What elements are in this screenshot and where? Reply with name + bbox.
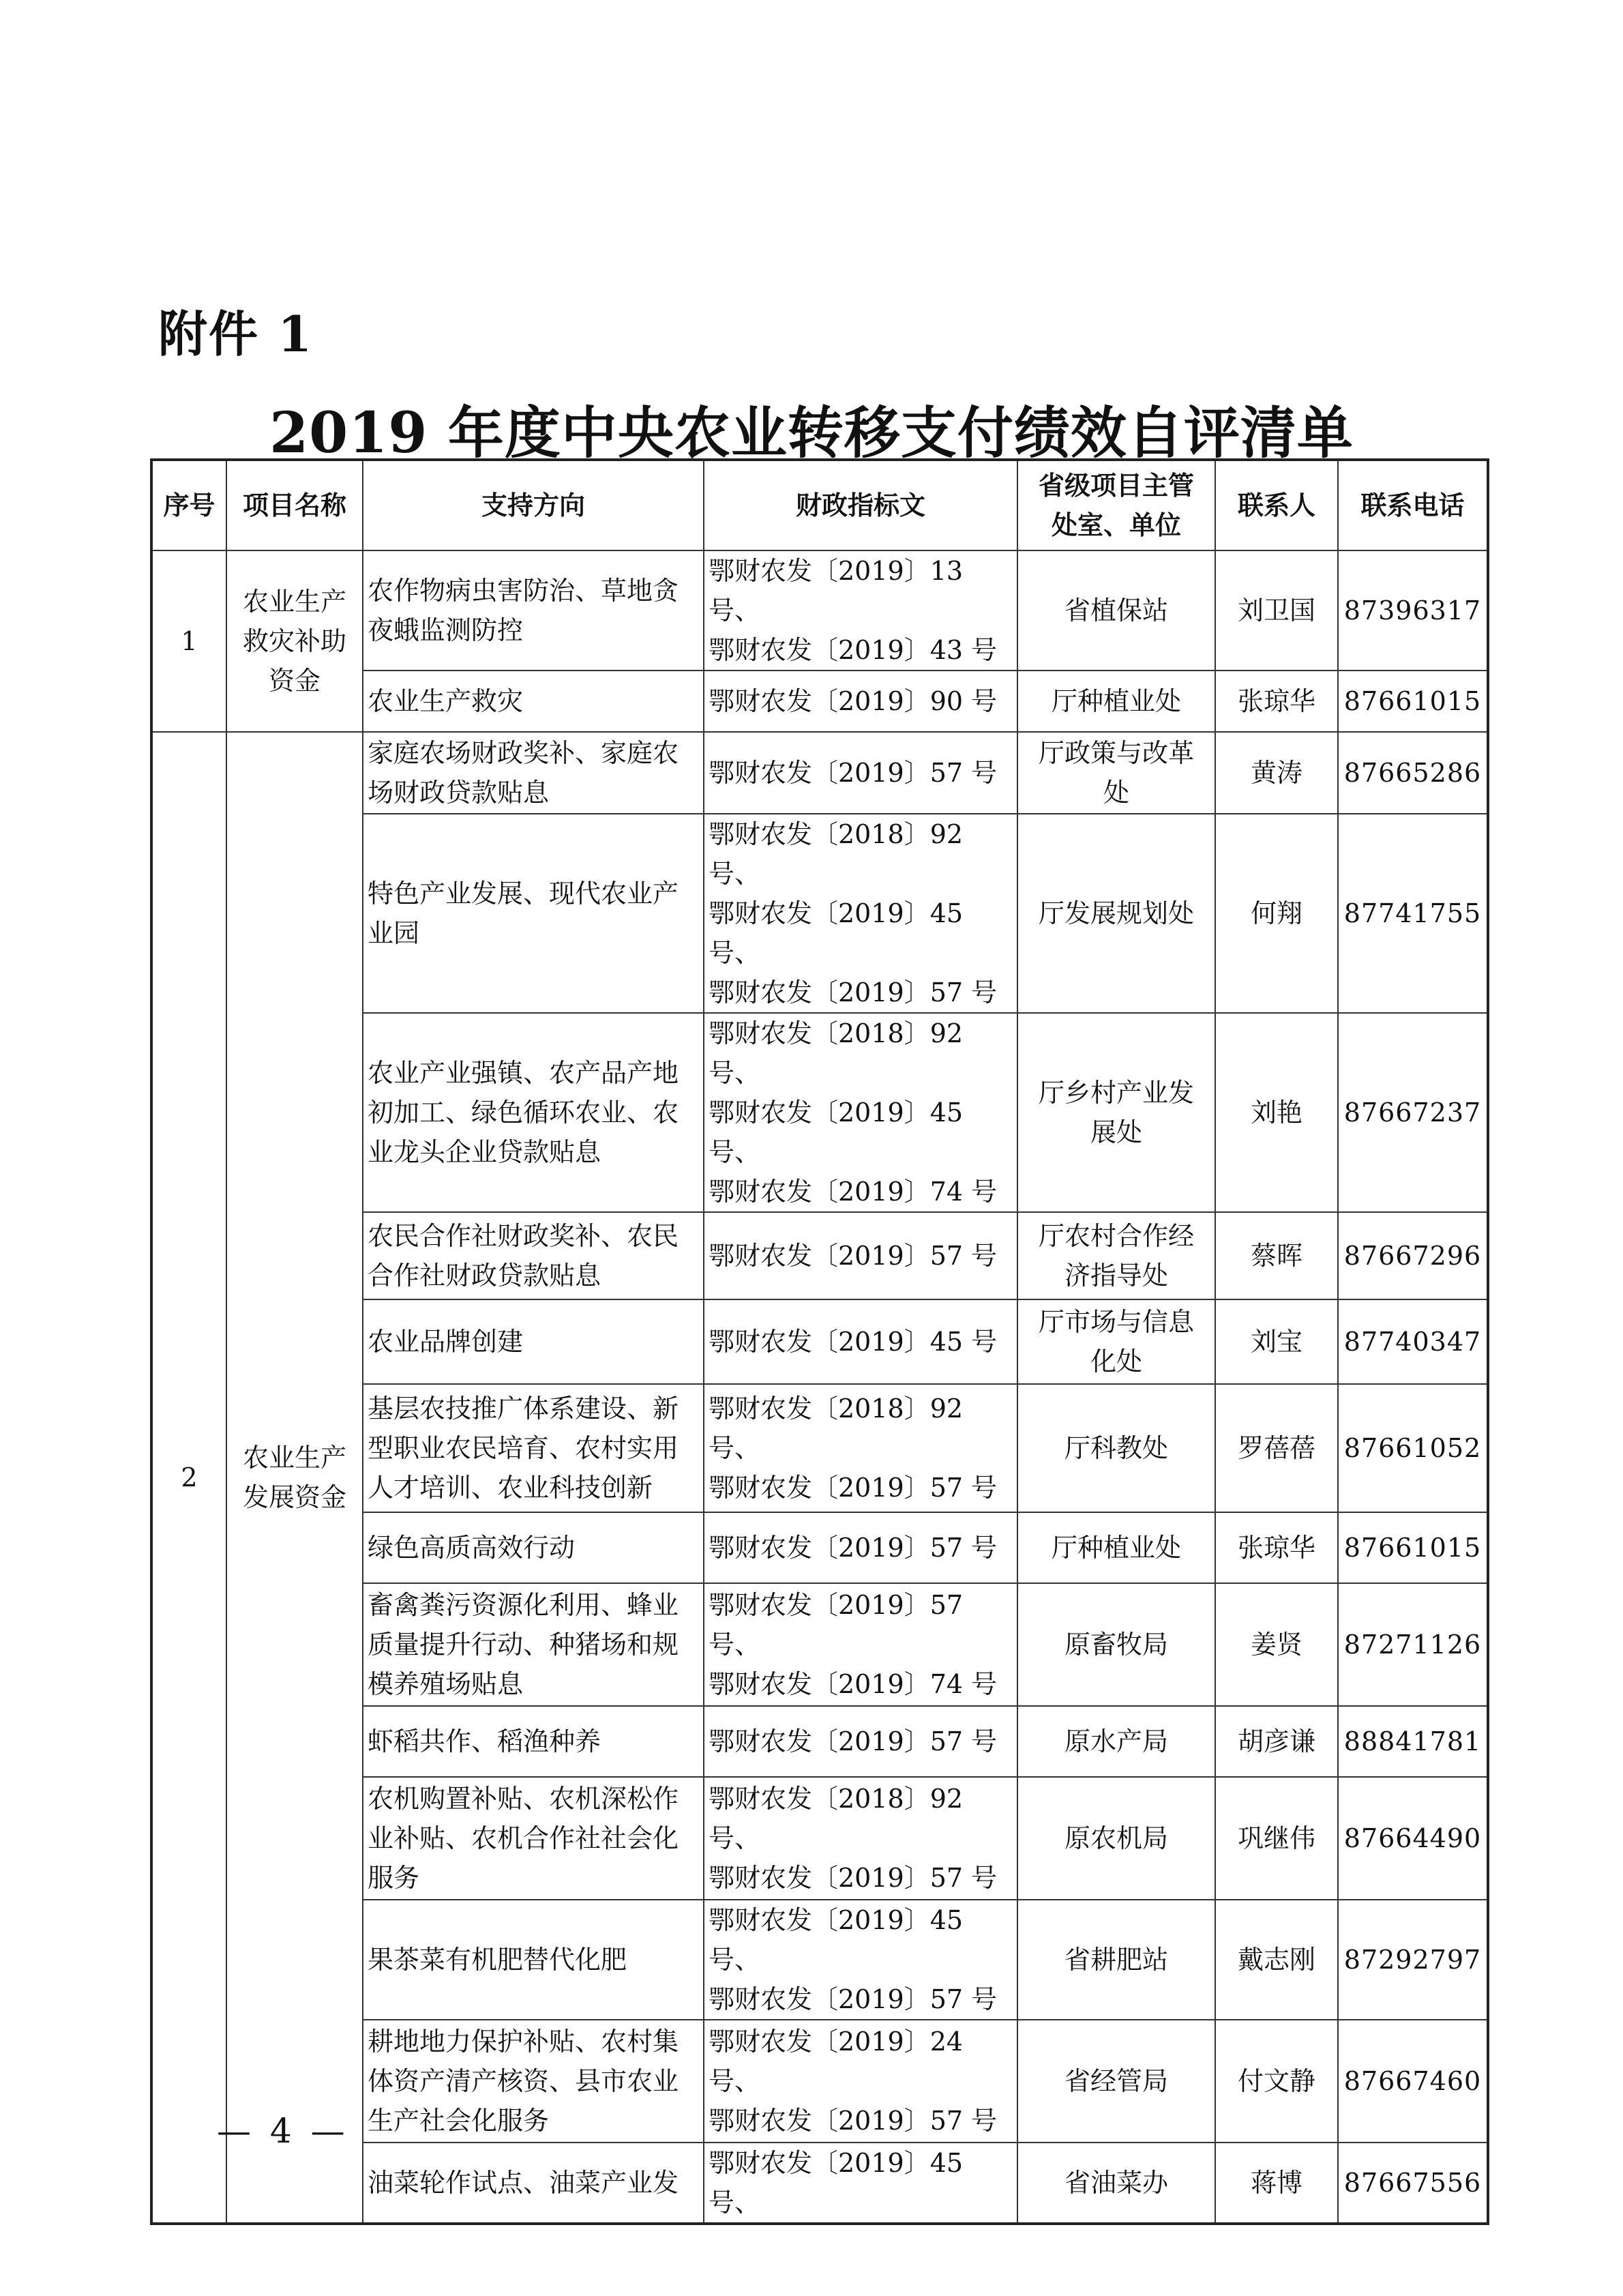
- header-project: 项目名称: [226, 460, 363, 550]
- attachment-label: 附件 1: [158, 305, 314, 363]
- dept-cell: [1017, 2143, 1215, 2224]
- direction-cell-line: 畜禽粪污资源化利用、蜂业: [368, 1590, 679, 1620]
- contact-cell: 张琼华: [1215, 1512, 1338, 1583]
- dept-cell: [1017, 1384, 1215, 1512]
- direction-cell: [363, 1706, 704, 1777]
- seq-cell: 2: [151, 732, 226, 2224]
- contact-cell: 姜贤: [1215, 1583, 1338, 1706]
- phone-cell: 87667556: [1338, 2143, 1488, 2224]
- dept-cell: [1017, 1777, 1215, 1900]
- document-cell: [704, 1583, 1017, 1706]
- table-row: [151, 732, 1488, 814]
- direction-cell-line: 体资产清产核资、县市农业: [368, 2066, 679, 2096]
- direction-cell-line: 合作社财政贷款贴息: [368, 1261, 601, 1291]
- direction-cell-line: 场财政贷款贴息: [368, 778, 550, 808]
- dept-cell: [1017, 550, 1215, 671]
- dept-cell-line: 厅发展规划处: [1038, 898, 1194, 928]
- document-cell-line: 鄂财农发〔2019〕57 号: [709, 1726, 998, 1756]
- document-cell-line: 鄂财农发〔2019〕57 号: [709, 1533, 998, 1563]
- dept-cell: [1017, 1299, 1215, 1384]
- dept-cell-line: 厅农村合作经: [1038, 1221, 1194, 1251]
- contact-cell: 胡彦谦: [1215, 1706, 1338, 1777]
- direction-cell: [363, 1583, 704, 1706]
- contact-cell: 刘卫国: [1215, 550, 1338, 671]
- phone-cell: 87740347: [1338, 1299, 1488, 1384]
- dept-cell-line: 省耕肥站: [1064, 1945, 1168, 1975]
- document-cell-line: 鄂财农发〔2019〕45 号、: [709, 1905, 964, 1975]
- project-name-cell: [226, 550, 363, 732]
- contact-cell: 何翔: [1215, 814, 1338, 1013]
- document-cell-line: 鄂财农发〔2019〕57 号、: [709, 1590, 964, 1660]
- dept-cell-line: 原畜牧局: [1064, 1630, 1168, 1660]
- document-title: 2019 年度中央农业转移支付绩效自评清单: [269, 400, 1354, 466]
- dept-cell: [1017, 1900, 1215, 2020]
- header-contact: 联系人: [1215, 460, 1338, 550]
- document-cell: [704, 1384, 1017, 1512]
- phone-cell: 87661015: [1338, 671, 1488, 732]
- document-cell: [704, 1512, 1017, 1583]
- document-cell-line: 鄂财农发〔2019〕24 号、: [709, 2027, 964, 2096]
- dept-cell-line: 原水产局: [1064, 1726, 1168, 1756]
- phone-cell: 87667296: [1338, 1212, 1488, 1299]
- dept-cell-line: 省经管局: [1064, 2066, 1168, 2096]
- document-cell-line: 鄂财农发〔2019〕57 号: [709, 977, 998, 1007]
- dept-cell-line: 处: [1103, 778, 1129, 808]
- document-cell-line: 鄂财农发〔2019〕57 号: [709, 2106, 998, 2136]
- direction-cell-line: 业园: [368, 918, 420, 948]
- direction-cell-line: 业龙头企业贷款贴息: [368, 1137, 601, 1167]
- phone-cell: 87665286: [1338, 732, 1488, 814]
- project-name-cell-line: 农业生产: [242, 587, 346, 617]
- direction-cell: [363, 732, 704, 814]
- header-direction: 支持方向: [363, 460, 704, 550]
- dept-cell: [1017, 1706, 1215, 1777]
- direction-cell: [363, 814, 704, 1013]
- phone-cell: 87396317: [1338, 550, 1488, 671]
- dept-cell-line: 厅政策与改革: [1038, 738, 1194, 768]
- document-cell: [704, 1013, 1017, 1212]
- dept-cell-line: 厅乡村产业发: [1038, 1078, 1194, 1108]
- document-cell-line: 鄂财农发〔2019〕90 号: [709, 686, 998, 716]
- document-cell: [704, 1212, 1017, 1299]
- document-cell: [704, 814, 1017, 1013]
- contact-cell: 黄涛: [1215, 732, 1338, 814]
- document-cell-line: 鄂财农发〔2018〕92 号、: [709, 1394, 964, 1463]
- phone-cell: 87661052: [1338, 1384, 1488, 1512]
- dept-cell: [1017, 2020, 1215, 2143]
- phone-cell: 88841781: [1338, 1706, 1488, 1777]
- direction-cell-line: 油菜轮作试点、油菜产业发: [368, 2168, 679, 2198]
- seq-cell: 1: [151, 550, 226, 732]
- project-name-cell-line: 资金: [268, 666, 321, 696]
- dept-cell: [1017, 814, 1215, 1013]
- contact-cell: 刘宝: [1215, 1299, 1338, 1384]
- document-cell: [704, 2020, 1017, 2143]
- dept-cell: [1017, 671, 1215, 732]
- document-cell: [704, 732, 1017, 814]
- document-cell: [704, 2143, 1017, 2224]
- direction-cell-line: 生产社会化服务: [368, 2106, 550, 2136]
- direction-cell: [363, 1777, 704, 1900]
- phone-cell: 87664490: [1338, 1777, 1488, 1900]
- contact-cell: 戴志刚: [1215, 1900, 1338, 2020]
- direction-cell-line: 农业品牌创建: [368, 1327, 524, 1357]
- table-header-row: [151, 460, 1488, 550]
- contact-cell: 巩继伟: [1215, 1777, 1338, 1900]
- project-name-cell-line: 发展资金: [242, 1482, 346, 1512]
- document-cell-line: 鄂财农发〔2019〕74 号: [709, 1669, 998, 1699]
- document-cell-line: 鄂财农发〔2019〕45 号、: [709, 898, 964, 968]
- contact-cell: 罗蓓蓓: [1215, 1384, 1338, 1512]
- direction-cell: [363, 1299, 704, 1384]
- direction-cell-line: 基层农技推广体系建设、新: [368, 1394, 679, 1424]
- document-cell: [704, 1706, 1017, 1777]
- dept-cell-line: 厅种植业处: [1051, 686, 1181, 716]
- direction-cell: [363, 1013, 704, 1212]
- dept-cell-line: 原农机局: [1064, 1823, 1168, 1853]
- document-cell-line: 鄂财农发〔2019〕45 号: [709, 1327, 998, 1357]
- dept-cell-line: 厅种植业处: [1051, 1533, 1181, 1563]
- document-cell-line: 鄂财农发〔2018〕92 号、: [709, 1784, 964, 1853]
- contact-cell: 张琼华: [1215, 671, 1338, 732]
- phone-cell: 87667460: [1338, 2020, 1488, 2143]
- document-cell-line: 鄂财农发〔2018〕92 号、: [709, 819, 964, 889]
- direction-cell-line: 型职业农民培育、农村实用: [368, 1433, 679, 1463]
- document-cell-line: 鄂财农发〔2019〕57 号: [709, 1473, 998, 1503]
- dept-cell-line: 展处: [1090, 1117, 1142, 1147]
- dept-cell-line: 省油菜办: [1064, 2168, 1168, 2198]
- dept-cell-line: 厅市场与信息: [1038, 1307, 1194, 1337]
- document-cell-line: 鄂财农发〔2019〕74 号: [709, 1177, 998, 1207]
- document-cell-line: 鄂财农发〔2019〕57 号: [709, 1984, 998, 2014]
- direction-cell: [363, 1512, 704, 1583]
- direction-cell-line: 业补贴、农机合作社社会化: [368, 1823, 679, 1853]
- direction-cell: [363, 1900, 704, 2020]
- document-cell: [704, 671, 1017, 732]
- document-cell-line: 鄂财农发〔2019〕43 号: [709, 635, 998, 665]
- dept-cell: [1017, 1583, 1215, 1706]
- direction-cell-line: 特色产业发展、现代农业产: [368, 879, 679, 909]
- direction-cell-line: 虾稻共作、稻渔种养: [368, 1726, 601, 1756]
- document-cell-line: 鄂财农发〔2019〕57 号: [709, 1241, 998, 1271]
- header-document: 财政指标文: [704, 460, 1017, 550]
- direction-cell: [363, 2020, 704, 2143]
- direction-cell-line: 初加工、绿色循环农业、农: [368, 1098, 679, 1128]
- header-phone: 联系电话: [1338, 460, 1488, 550]
- direction-cell-line: 夜蛾监测防控: [368, 615, 524, 645]
- header-dept-line2: 处室、单位: [1051, 510, 1181, 540]
- direction-cell-line: 模养殖场贴息: [368, 1669, 524, 1699]
- direction-cell-line: 农机购置补贴、农机深松作: [368, 1784, 679, 1814]
- dept-cell: [1017, 1013, 1215, 1212]
- header-seq: 序号: [151, 460, 226, 550]
- direction-cell: [363, 550, 704, 671]
- document-cell: [704, 1900, 1017, 2020]
- direction-cell: [363, 1212, 704, 1299]
- document-cell: [704, 1299, 1017, 1384]
- document-cell-line: 鄂财农发〔2019〕57 号: [709, 758, 998, 788]
- dept-cell-line: 化处: [1090, 1346, 1142, 1377]
- direction-cell-line: 家庭农场财政奖补、家庭农: [368, 738, 679, 768]
- document-cell-line: 鄂财农发〔2019〕57 号: [709, 1863, 998, 1893]
- phone-cell: 87271126: [1338, 1583, 1488, 1706]
- performance-table: [150, 458, 1489, 2225]
- document-cell-line: 鄂财农发〔2018〕92 号、: [709, 1018, 964, 1088]
- dept-cell: [1017, 1512, 1215, 1583]
- phone-cell: 87741755: [1338, 814, 1488, 1013]
- direction-cell: [363, 1384, 704, 1512]
- direction-cell-line: 农业生产救灾: [368, 686, 524, 716]
- direction-cell-line: 质量提升行动、种猪场和规: [368, 1630, 679, 1660]
- direction-cell-line: 农业产业强镇、农产品产地: [368, 1058, 679, 1088]
- document-cell-line: 鄂财农发〔2019〕13 号、: [709, 556, 964, 625]
- project-name-cell: [226, 732, 363, 2224]
- contact-cell: 付文静: [1215, 2020, 1338, 2143]
- dept-cell-line: 济指导处: [1064, 1261, 1168, 1291]
- phone-cell: 87292797: [1338, 1900, 1488, 2020]
- page-number: — 4 —: [217, 2111, 349, 2151]
- header-dept: [1017, 460, 1215, 550]
- table-row: [151, 550, 1488, 671]
- dept-cell-line: 厅科教处: [1064, 1433, 1168, 1463]
- document-cell-line: 鄂财农发〔2019〕45 号、: [709, 1098, 964, 1167]
- contact-cell: 蔡晖: [1215, 1212, 1338, 1299]
- document-cell: [704, 1777, 1017, 1900]
- direction-cell-line: 果茶菜有机肥替代化肥: [368, 1945, 627, 1975]
- header-dept-line1: 省级项目主管: [1038, 470, 1194, 501]
- project-name-cell-line: 救灾补助: [242, 626, 346, 656]
- direction-cell-line: 农民合作社财政奖补、农民: [368, 1221, 679, 1251]
- direction-cell-line: 耕地地力保护补贴、农村集: [368, 2027, 679, 2057]
- document-cell: [704, 550, 1017, 671]
- dept-cell: [1017, 1212, 1215, 1299]
- contact-cell: 蒋博: [1215, 2143, 1338, 2224]
- direction-cell: [363, 2143, 704, 2224]
- direction-cell: [363, 671, 704, 732]
- document-cell-line: 鄂财农发〔2019〕45 号、: [709, 2148, 964, 2218]
- direction-cell-line: 绿色高质高效行动: [368, 1533, 576, 1563]
- phone-cell: 87667237: [1338, 1013, 1488, 1212]
- phone-cell: 87661015: [1338, 1512, 1488, 1583]
- dept-cell-line: 省植保站: [1064, 595, 1168, 625]
- direction-cell-line: 服务: [368, 1863, 420, 1893]
- direction-cell-line: 人才培训、农业科技创新: [368, 1473, 653, 1503]
- project-name-cell-line: 农业生产: [242, 1443, 346, 1473]
- dept-cell: [1017, 732, 1215, 814]
- contact-cell: 刘艳: [1215, 1013, 1338, 1212]
- direction-cell-line: 农作物病虫害防治、草地贪: [368, 576, 679, 606]
